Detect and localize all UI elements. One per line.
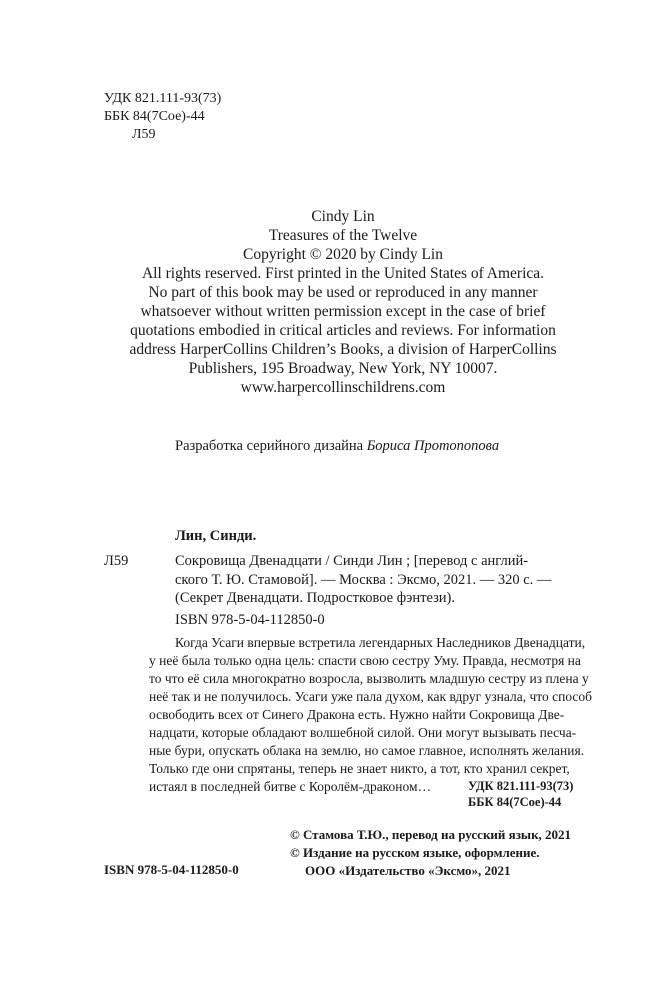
annotation-line: Только где они спрятаны, теперь не знает никто, а тот, кто хранил секрет, (149, 761, 570, 776)
publisher-copyright: ООО «Издательство «Эксмо», 2021 (305, 863, 511, 878)
edition-copyright: © Издание на русском языке, оформление. (290, 845, 540, 860)
description-line: (Секрет Двенадцати. Подростковое фэнтези). (175, 590, 456, 606)
publisher-website: www.harpercollinschildrens.com (240, 379, 446, 396)
bbk-code: ББК 84(7Сое)-44 (104, 109, 205, 124)
annotation-line: то что её сила многократно возросла, вызволить младшую сестру из плена у (149, 671, 589, 686)
annotation-line: ные бури, опускать облака на землю, но самое главное, исполнять желания. (149, 743, 585, 758)
annotation-line: Когда Усаги впервые встретила легендарных Наследников Двенадцати, (175, 635, 586, 650)
annotation-line: истаял в последней битве с Королём-драконом… (149, 779, 432, 794)
copyright-line: whatsoever without written permission except in the case of brief (140, 303, 546, 320)
annotation-line: освободить всех от Синего Дракона есть. Нужно найти Сокровища Две- (149, 707, 565, 722)
copyright-notice: Copyright © 2020 by Cindy Lin (243, 246, 443, 263)
description-line: Сокровища Двенадцати / Синди Лин ; [перевод с англий- (175, 553, 529, 569)
copyright-title: Treasures of the Twelve (268, 227, 418, 244)
copyright-line: No part of this book may be used or reproduced in any manner (148, 284, 538, 301)
copyright-line: address HarperCollins Children’s Books, a division of HarperCollins (129, 341, 557, 358)
annotation (149, 634, 593, 796)
copyright-line: Publishers, 195 Broadway, New York, NY 10007. (188, 360, 498, 377)
bottom-isbn: ISBN 978-5-04-112850-0 (104, 862, 239, 877)
annotation-line: у неё была только одна цель: спасти свою сестру Уму. Правда, несмотря на (149, 653, 581, 668)
bottom-classification-codes (468, 778, 573, 810)
udk-code: УДК 821.111-93(73) (468, 779, 574, 793)
copyright-line: All rights reserved. First printed in the United States of America. (141, 265, 545, 282)
annotation-line: неё так и не получилось. Усаги уже пала духом, как вдруг узнала, что способ (149, 689, 593, 704)
bibliographic-isbn: ISBN 978-5-04-112850-0 (175, 612, 325, 628)
copyright-author: Cindy Lin (311, 208, 375, 225)
annotation-line: надцати, которые обладают волшебной силой. Они могут вызывать песча- (149, 725, 577, 740)
series-designer-name: Бориса Протопопова (366, 438, 500, 454)
bibliographic-description (175, 552, 590, 608)
author-heading: Лин, Синди. (175, 528, 257, 544)
rights-notice (290, 826, 571, 880)
description-line: ского Т. Ю. Стамовой]. — Москва : Эксмо, 2021. — 320 с. — (175, 571, 552, 588)
copyright-line: quotations embodied in critical articles and reviews. For information (130, 322, 556, 339)
series-design-label: Разработка серийного дизайна (175, 438, 364, 454)
bibliographic-shelf-mark: Л59 (104, 553, 129, 569)
bbk-code: ББК 84(7Сое)-44 (468, 795, 562, 809)
translation-copyright: © Стамова Т.Ю., перевод на русский язык, 2021 (290, 827, 572, 842)
shelf-mark: Л59 (132, 127, 156, 142)
series-design-credit (175, 438, 499, 455)
copyright-block (95, 207, 591, 397)
udk-code: УДК 821.111-93(73) (104, 91, 222, 106)
top-classification-codes (104, 90, 221, 144)
